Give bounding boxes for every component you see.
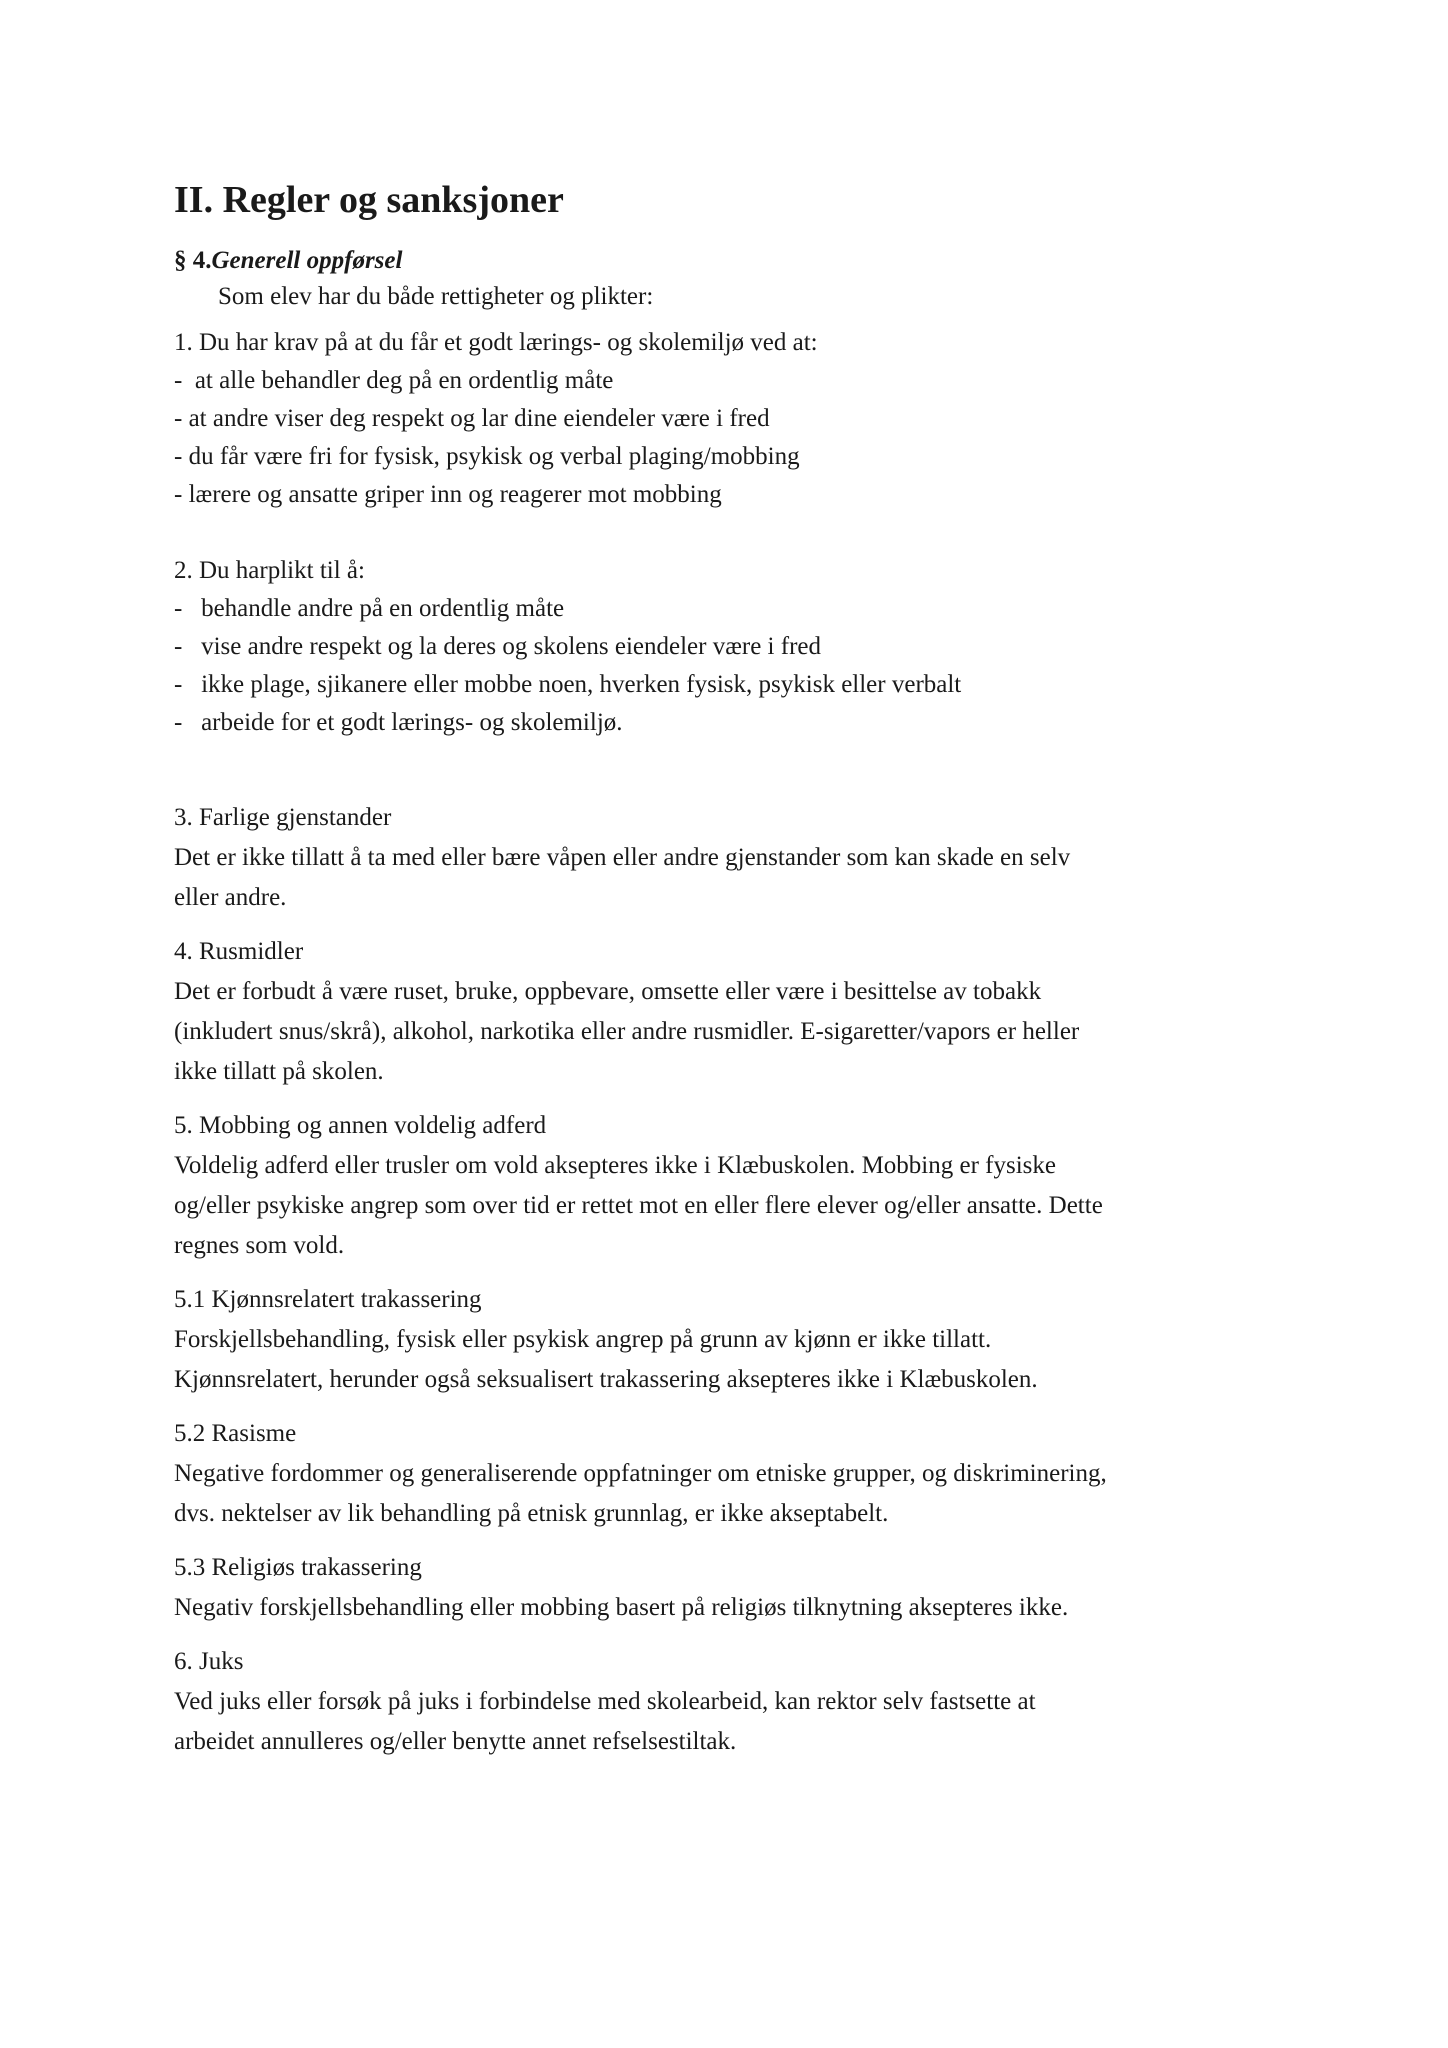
duties-item: - arbeide for et godt lærings- og skolemiljø. [174,709,623,736]
rights-item: - at alle behandler deg på en ordentlig måte [174,367,614,394]
rule-heading: 6. Juks [174,1648,244,1675]
duties-item: - behandle andre på en ordentlig måte [174,595,565,622]
rule-text-line: Det er ikke tillatt å ta med eller bære våpen eller andre gjenstander som kan skade en selv [174,844,1071,871]
rule-text-line: og/eller psykiske angrep som over tid er rettet mot en eller flere elever og/eller ansatte. Dette [174,1192,1103,1219]
rule-text-line: eller andre. [174,884,287,911]
duties-heading: 2. Du harplikt til å: [174,557,365,584]
rights-block [174,324,1314,514]
rights-item: - at andre viser deg respekt og lar dine eiendeler være i fred [174,405,770,432]
rule-text-line: dvs. nektelser av lik behandling på etnisk grunnlag, er ikke akseptabelt. [174,1500,889,1527]
rules-list [174,798,1314,1762]
rule-heading: 5.2 Rasisme [174,1420,297,1447]
rule-text-line: Ved juks eller forsøk på juks i forbindelse med skolearbeid, kan rektor selv fastsette at [174,1688,1036,1715]
rule-religious-harassment [174,1548,1314,1628]
rule-text-line: (inkludert snus/skrå), alkohol, narkotika eller andre rusmidler. E-sigaretter/vapors er heller [174,1018,1080,1045]
rule-text-line: Det er forbudt å være ruset, bruke, oppbevare, omsette eller være i besittelse av tobakk [174,978,1042,1005]
rule-text-line: ikke tillatt på skolen. [174,1058,384,1085]
duties-item: - ikke plage, sjikanere eller mobbe noen, hverken fysisk, psykisk eller verbalt [174,671,962,698]
rule-gender-harassment [174,1280,1314,1400]
rule-heading: 5.1 Kjønnsrelatert trakassering [174,1286,482,1313]
rule-text-line: Forskjellsbehandling, fysisk eller psykisk angrep på grunn av kjønn er ikke tillatt. [174,1326,992,1353]
section-intro: Som elev har du både rettigheter og plikter: [218,283,654,310]
rule-text-line: Negativ forskjellsbehandling eller mobbing basert på religiøs tilknytning aksepteres ikke. [174,1594,1069,1621]
duties-block [174,552,1314,742]
rule-text-line: Negative fordommer og generaliserende oppfatninger om etniske grupper, og diskriminering, [174,1460,1107,1487]
rule-heading: 5. Mobbing og annen voldelig adferd [174,1112,547,1139]
rights-item: - lærere og ansatte griper inn og reagerer mot mobbing [174,481,722,508]
rights-item: - du får være fri for fysisk, psykisk og verbal plaging/mobbing [174,443,800,470]
rule-text-line: Kjønnsrelatert, herunder også seksualisert trakassering aksepteres ikke i Klæbuskolen. [174,1366,1038,1393]
section-heading [174,244,1314,278]
rule-heading: 4. Rusmidler [174,938,304,965]
rule-intoxicants [174,932,1314,1092]
duties-item: - vise andre respekt og la deres og skolens eiendeler være i fred [174,633,821,660]
document-page [174,176,1314,1776]
rule-dangerous-objects [174,798,1314,918]
section-name: Generell oppførsel [211,247,403,274]
rights-heading: 1. Du har krav på at du får et godt lærings- og skolemiljø ved at: [174,329,818,356]
rule-heading: 5.3 Religiøs trakassering [174,1554,422,1581]
rule-racism [174,1414,1314,1534]
rule-text-line: regnes som vold. [174,1232,345,1259]
rule-bullying-violence [174,1106,1314,1266]
page-title: II. Regler og sanksjoner [174,179,564,221]
rule-heading: 3. Farlige gjenstander [174,804,392,831]
rule-text-line: Voldelig adferd eller trusler om vold aksepteres ikke i Klæbuskolen. Mobbing er fysiske [174,1152,1056,1179]
section-number: § 4. [174,247,212,274]
rule-cheating [174,1642,1314,1762]
rule-text-line: arbeidet annulleres og/eller benytte annet refselsestiltak. [174,1728,737,1755]
